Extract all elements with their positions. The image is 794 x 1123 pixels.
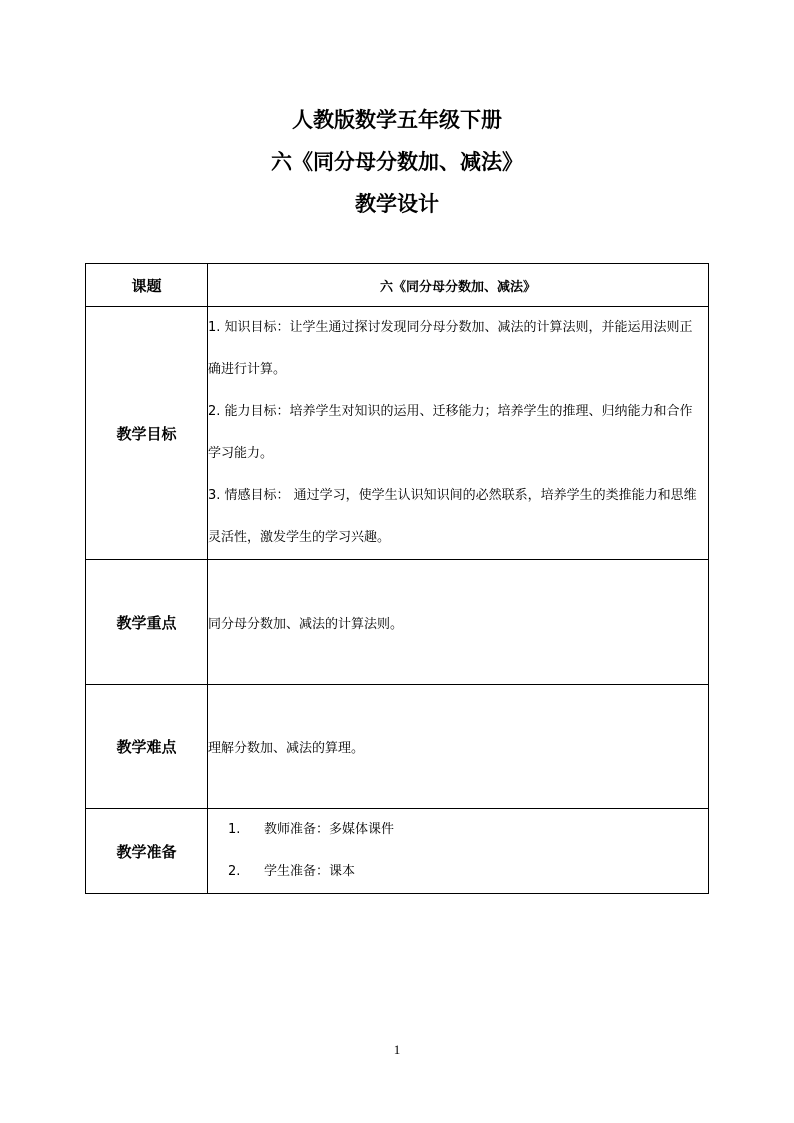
difficulties-value: 理解分数加、减法的算理。 [208,685,709,809]
table-row [86,809,709,894]
list-text: 教师准备：多媒体课件 [264,822,395,837]
list-item [208,851,708,893]
table-row [86,264,709,307]
list-number: 1. [228,822,241,837]
objectives-cell [208,307,709,560]
row-label-objectives: 教学目标 [86,307,208,560]
objective-knowledge: 1. 知识目标：让学生通过探讨发现同分母分数加、减法的计算法则，并能运用法则正确进行计算。 [208,320,693,377]
table-row [86,307,709,560]
document-heading: 教学设计 [355,192,439,216]
page-number: 1 [393,1042,401,1057]
row-label-difficulties: 教学难点 [86,685,208,809]
list-item [208,809,708,851]
objective-ability: 2. 能力目标：培养学生对知识的运用、迁移能力；培养学生的推理、归纳能力和合作学习能力。 [208,404,693,461]
document-subtitle: 六《同分母分数加、减法》 [271,150,523,174]
document-title: 人教版数学五年级下册 [292,108,502,132]
row-label-key-points: 教学重点 [86,560,208,685]
list-text: 学生准备：课本 [264,864,356,879]
list-number: 2. [228,864,241,879]
row-label-subject: 课题 [86,264,208,307]
key-points-value: 同分母分数加、减法的计算法则。 [208,560,709,685]
preparation-list [208,809,708,893]
table-row [86,685,709,809]
lesson-plan-table [85,263,709,894]
subject-value: 六《同分母分数加、减法》 [208,264,709,307]
row-label-preparation: 教学准备 [86,809,208,894]
preparation-cell [208,809,709,894]
objective-emotion: 3. 情感目标： 通过学习，使学生认识知识间的必然联系，培养学生的类推能力和思维灵活性，激发学生的学习兴趣。 [208,488,697,545]
table-row [86,560,709,685]
